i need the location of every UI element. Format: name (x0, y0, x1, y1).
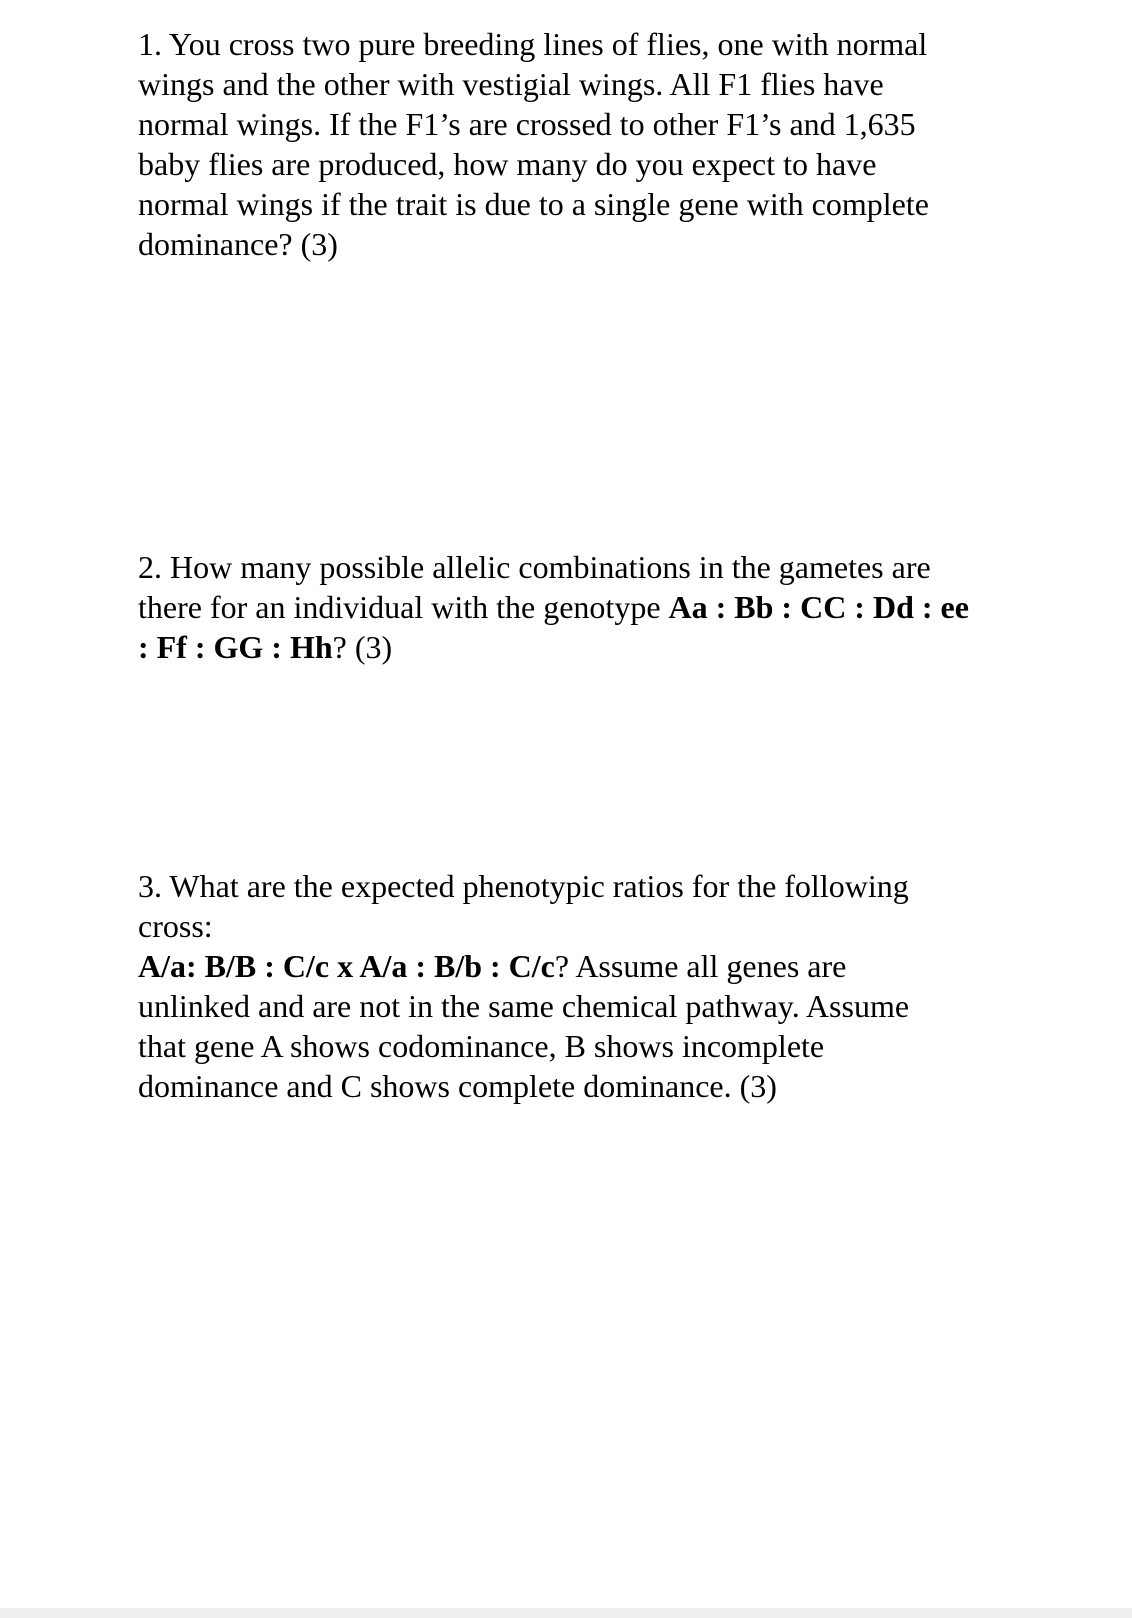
question-3 (138, 866, 1038, 1106)
question-3-line-5: that gene A shows codominance, B shows incomplete (138, 1028, 825, 1064)
question-1-line-2: wings and the other with vestigial wings. All F1 flies have (138, 66, 884, 102)
question-1-line-3: normal wings. If the F1’s are crossed to other F1’s and 1,635 (138, 106, 916, 142)
genotype-bold-part-1: Aa : Bb : CC : Dd : ee (668, 589, 969, 625)
question-1-line-6: dominance? (3) (138, 226, 338, 262)
question-2-line-1: 2. How many possible allelic combinations in the gametes are (138, 549, 931, 585)
genotype-bold-part-2: : Ff : GG : Hh (138, 629, 333, 665)
question-2 (138, 547, 1038, 667)
question-1 (138, 24, 1038, 264)
question-2-line-3 (138, 627, 1038, 667)
question-3-line-2: cross: (138, 908, 213, 944)
question-1-line-1: 1. You cross two pure breeding lines of flies, one with normal (138, 26, 928, 62)
question-3-line-6: dominance and C shows complete dominance. (3) (138, 1068, 777, 1104)
question-1-line-4: baby flies are produced, how many do you expect to have (138, 146, 877, 182)
cross-genotypes-bold: A/a: B/B : C/c x A/a : B/b : C/c (138, 948, 555, 984)
question-2-line-2 (138, 587, 1038, 627)
question-2-line-2-text: there for an individual with the genotype (138, 589, 669, 625)
bottom-edge-band (0, 1608, 1132, 1618)
question-3-line-3 (138, 946, 1038, 986)
question-3-line-4: unlinked and are not in the same chemical pathway. Assume (138, 988, 910, 1024)
question-1-line-5: normal wings if the trait is due to a single gene with complete (138, 186, 929, 222)
question-2-line-3-text: ? (3) (332, 629, 393, 665)
question-3-line-3-text: ? Assume all genes are (554, 948, 847, 984)
question-3-line-1: 3. What are the expected phenotypic ratios for the following (138, 868, 909, 904)
